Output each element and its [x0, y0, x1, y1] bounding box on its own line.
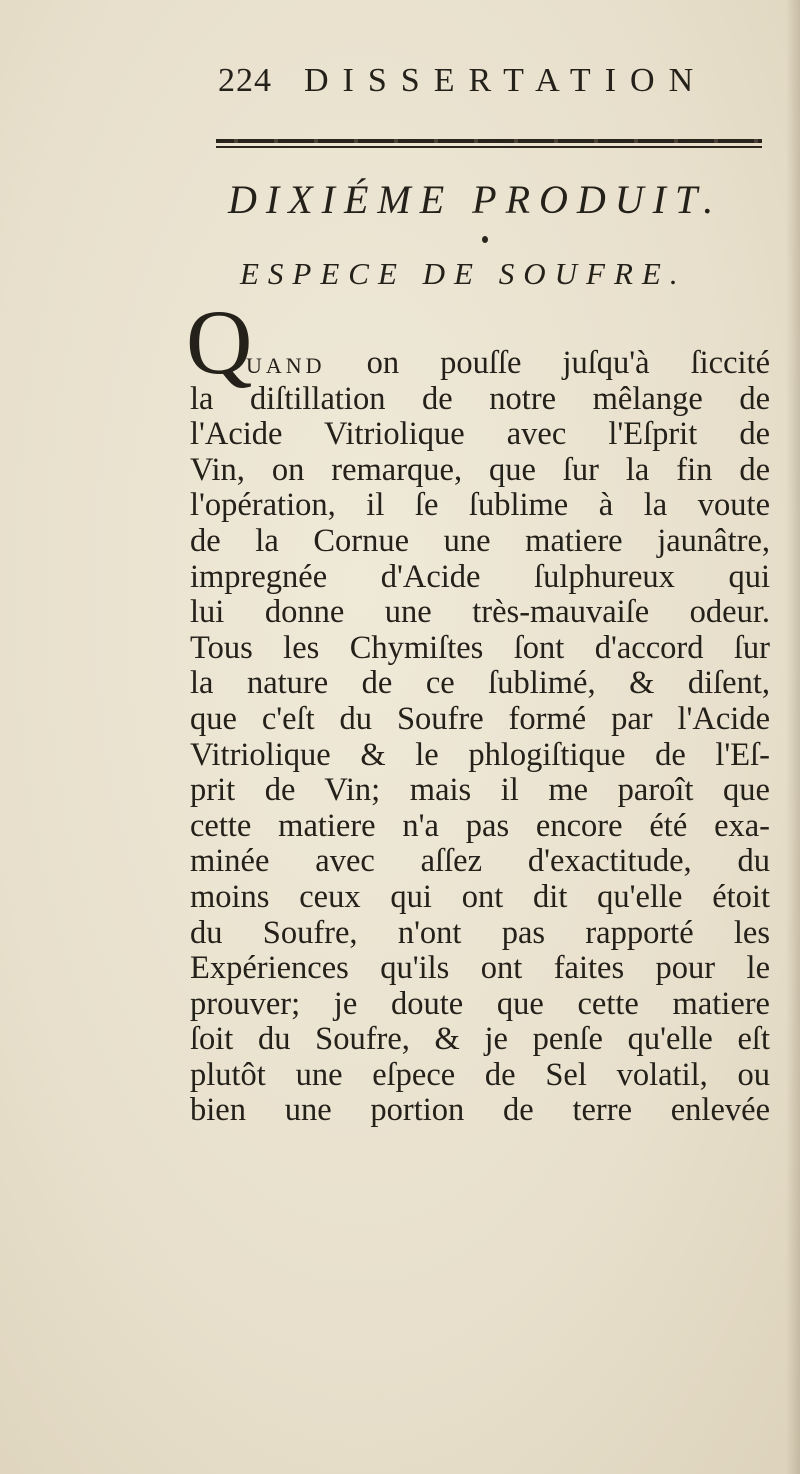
text-line: moins ceux qui ont dit qu'elle étoit	[190, 878, 770, 915]
section-subtitle: ESPECE DE SOUFRE.	[240, 256, 687, 291]
text-line: bien une portion de terre enlevée	[190, 1092, 770, 1129]
text-line: l'opération, il ſe ſublime à la voute	[190, 487, 770, 524]
first-word-rest: UAND	[246, 353, 326, 378]
running-title: DISSERTATION	[304, 62, 708, 99]
section-title: DIXIÉME PRODUIT.	[228, 177, 723, 222]
text-line: du Soufre, n'ont pas rapporté les	[190, 914, 770, 951]
text-line-1: UAND on pouſſe juſqu'à ſiccité	[246, 345, 771, 381]
text-line: Expériences qu'ils ont faites pour le	[190, 950, 770, 987]
text-line: que c'eſt du Soufre formé par l'Acide	[190, 700, 770, 737]
text-line: prouver; je doute que cette matiere	[190, 985, 770, 1022]
drop-cap: Q	[186, 291, 253, 393]
text-line: plutôt une eſpece de Sel volatil, ou	[190, 1056, 770, 1093]
text-line: Vitriolique & le phlogiſtique de l'Eſ-	[190, 736, 770, 773]
text-line: de la Cornue une matiere jaunâtre,	[190, 522, 770, 559]
text-line: Tous les Chymiſtes ſont d'accord ſur	[190, 629, 770, 666]
page-header	[218, 62, 708, 112]
body-text	[190, 346, 770, 1129]
text-line: minée avec aſſez d'exactitude, du	[190, 843, 770, 880]
text-line: lui donne une très-mauvaiſe odeur.	[190, 594, 770, 631]
text-line: la diſtillation de notre mêlange de	[190, 380, 770, 417]
text-line: Vin, on remarque, que ſur la fin de	[190, 451, 770, 488]
page-number: 224	[218, 62, 272, 99]
rule-thin-line	[216, 146, 762, 148]
text-line: cette matiere n'a pas encore été exa-	[190, 807, 770, 844]
ornamental-rule	[216, 139, 762, 149]
text-line: impregnée d'Acide ſulphureux qui	[190, 558, 770, 595]
text-line: la nature de ce ſublimé, & diſent,	[190, 665, 770, 702]
page-edge-shadow	[786, 0, 800, 1474]
ornament-dot	[482, 236, 488, 243]
text-line: ſoit du Soufre, & je penſe qu'elle eſt	[190, 1021, 770, 1058]
text-line: l'Acide Vitriolique avec l'Eſprit de	[190, 416, 770, 453]
rule-thick-line	[216, 139, 762, 143]
text-line: prit de Vin; mais il me paroît que	[190, 772, 770, 809]
